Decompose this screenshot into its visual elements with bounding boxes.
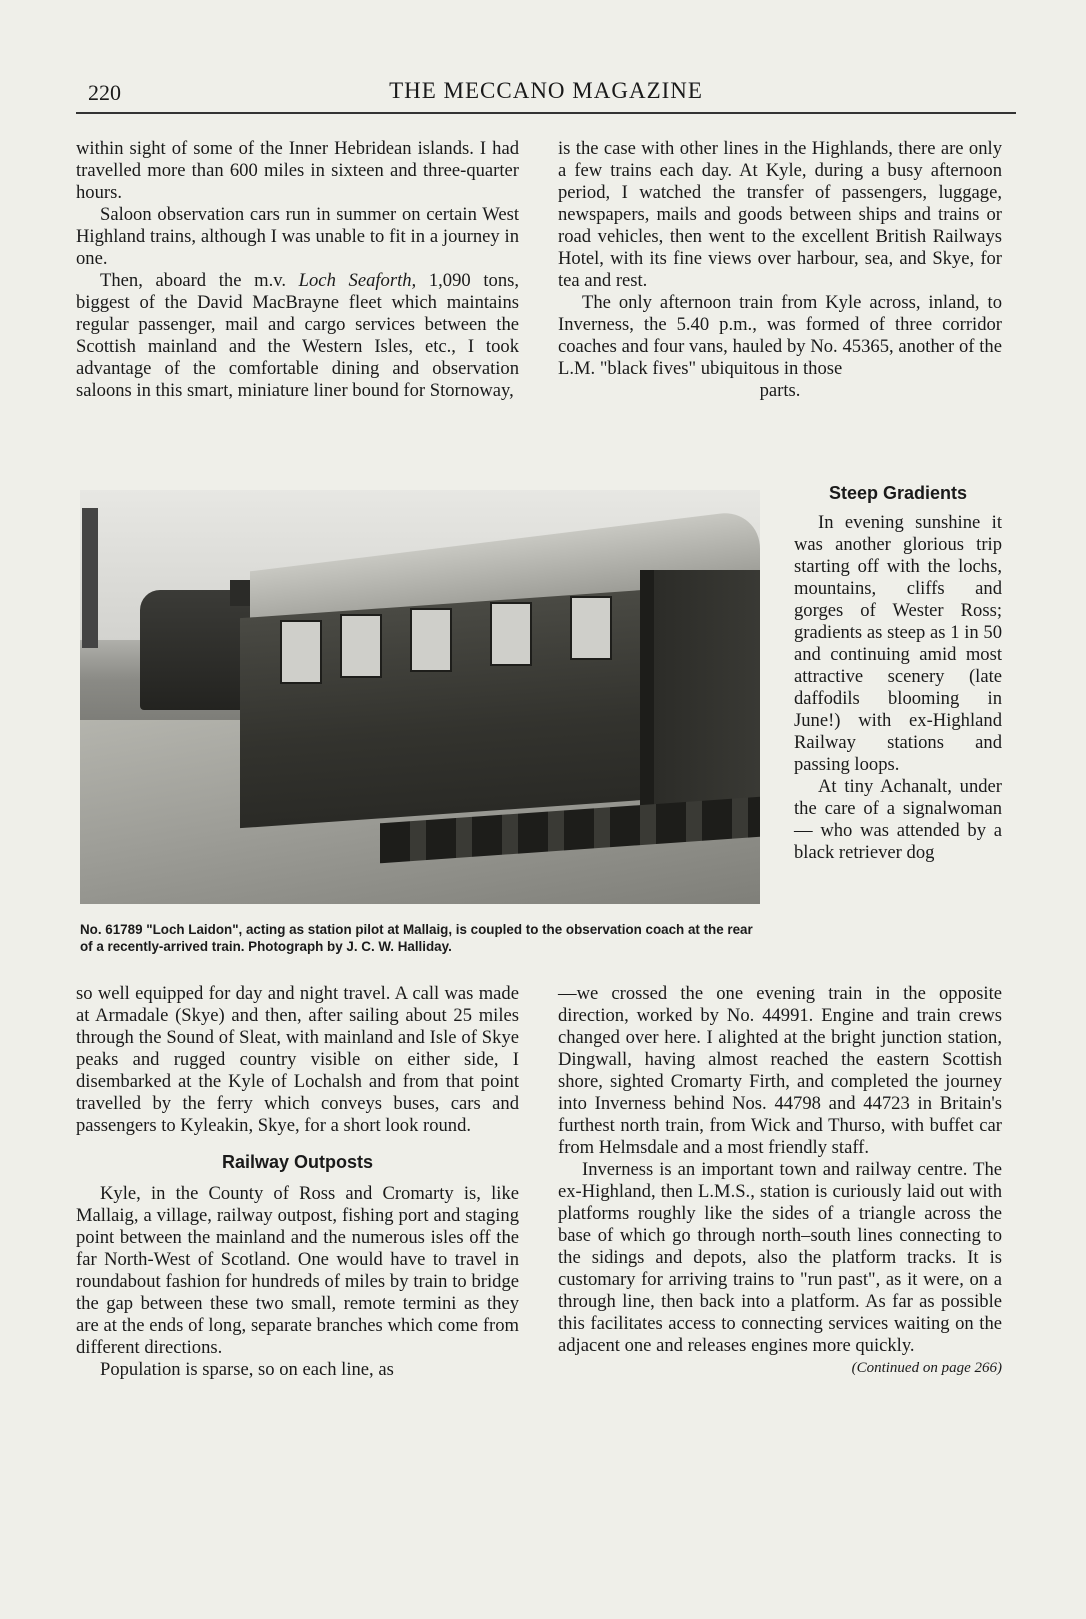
left-column-top — [76, 138, 519, 402]
paragraph: At tiny Achanalt, under the care of a signalwoman — who was attended by a black retriever dog — [794, 776, 1002, 863]
paragraph: —we crossed the one evening train in the opposite direction, worked by No. 44991. Engine and train crews changed over here. I alighted at the bright junction station, Dingwall, having almost reached the eastern Scottish shore, sighted Cromarty Firth, and completed the journey into Inverness behind Nos. 44798 and 44723 in Britain's furthest north train, from Wick and Thurso, with buffet car from Helmsdale and a most friendly staff. — [558, 983, 1002, 1158]
right-column-top — [558, 138, 1002, 402]
text-run: Then, aboard the m.v. — [100, 270, 299, 291]
continued-note: (Continued on page 266) — [851, 1360, 1002, 1376]
paragraph-end: parts. — [759, 380, 801, 401]
paragraph: within sight of some of the Inner Hebridean islands. I had travelled more than 600 miles in sixteen and three-quarter hours. — [76, 138, 519, 203]
section-heading: Railway Outposts — [221, 1152, 374, 1172]
magazine-title: THE MECCANO MAGAZINE — [389, 78, 703, 103]
train-photograph — [80, 490, 760, 904]
page-number: 220 — [88, 80, 121, 105]
section-heading: Steep Gradients — [828, 483, 968, 503]
text-run: 1,090 tons, biggest of the David MacBrayne fleet which maintains regular passenger, mail and cargo services between the Scottish mainland and the Western Isles, etc., I took advantage of the comfortable dining and observation saloons in this smart, miniature liner bound for Stornoway, — [76, 270, 519, 401]
paragraph: In evening sunshine it was another glorious trip starting off with the lochs, mountains, cliffs and gorges of Wester Ross; gradients as steep as 1 in 50 and continuing amid most attractive scenery (late daffodils blooming in June!) with ex-Highland Railway stations and passing loops. — [794, 512, 1002, 775]
page-header — [76, 74, 1016, 114]
paragraph: so well equipped for day and night travel. A call was made at Armadale (Skye) and then, after sailing about 25 miles through the Sound of Sleat, with mainland and Isle of Skye peaks and rugged country visible on either side, I disembarked at the Kyle of Lochalsh and from that point travelled by the ferry which conveys buses, cars and passengers to Kyleakin, Skye, for a short look round. — [76, 983, 519, 1136]
header-divider — [76, 112, 1016, 114]
paragraph: is the case with other lines in the Highlands, there are only a few trains each day. At Kyle, during a busy afternoon period, I watched the transfer of passengers, luggage, newspapers, mails and goods between ships and trains or road vehicles, then went to the excellent British Railways Hotel, with its fine views over harbour, sea, and Skye, for tea and rest. — [558, 138, 1002, 291]
paragraph: Kyle, in the County of Ross and Cromarty is, like Mallaig, a village, railway outpost, fishing port and staging point between the mainland and the numerous isles off the far North-West of Scotland. One would have to travel in roundabout fashion for hundreds of miles by train to bridge the gap between these two small, remote termini as they are at the ends of long, separate branches which come from different directions. — [76, 1183, 519, 1358]
paragraph: Inverness is an important town and railway centre. The ex-Highland, then L.M.S., station is curiously laid out with platforms roughly like the sides of a triangle across the base of which go through north–south lines connecting to the sidings and depots, also the platform tracks. It is customary for arriving trains to "run past", as it were, on a through line, then back into a platform. As far as possible this facilitates access to connecting services waiting on the adjacent one and releases engines more quickly. — [558, 1159, 1002, 1356]
ship-name: Loch Seaforth, — [298, 270, 417, 291]
paragraph — [76, 270, 519, 402]
photo-caption: No. 61789 "Loch Laidon", acting as station pilot at Mallaig, is coupled to the observation coach at the rear of a recently-arrived train. Photograph by J. C. W. Halliday. — [80, 922, 753, 954]
paragraph: Population is sparse, so on each line, as — [100, 1359, 394, 1380]
left-column-bottom — [76, 983, 519, 1381]
steep-gradients-section — [794, 482, 1002, 864]
right-column-bottom — [558, 983, 1002, 1379]
paragraph: Saloon observation cars run in summer on certain West Highland trains, although I was unable to fit in a journey in one. — [76, 204, 519, 269]
paragraph: The only afternoon train from Kyle across, inland, to Inverness, the 5.40 p.m., was formed of three corridor coaches and four vans, hauled by No. 45365, another of the L.M. "black fives" ubiquitous in those — [558, 292, 1002, 379]
